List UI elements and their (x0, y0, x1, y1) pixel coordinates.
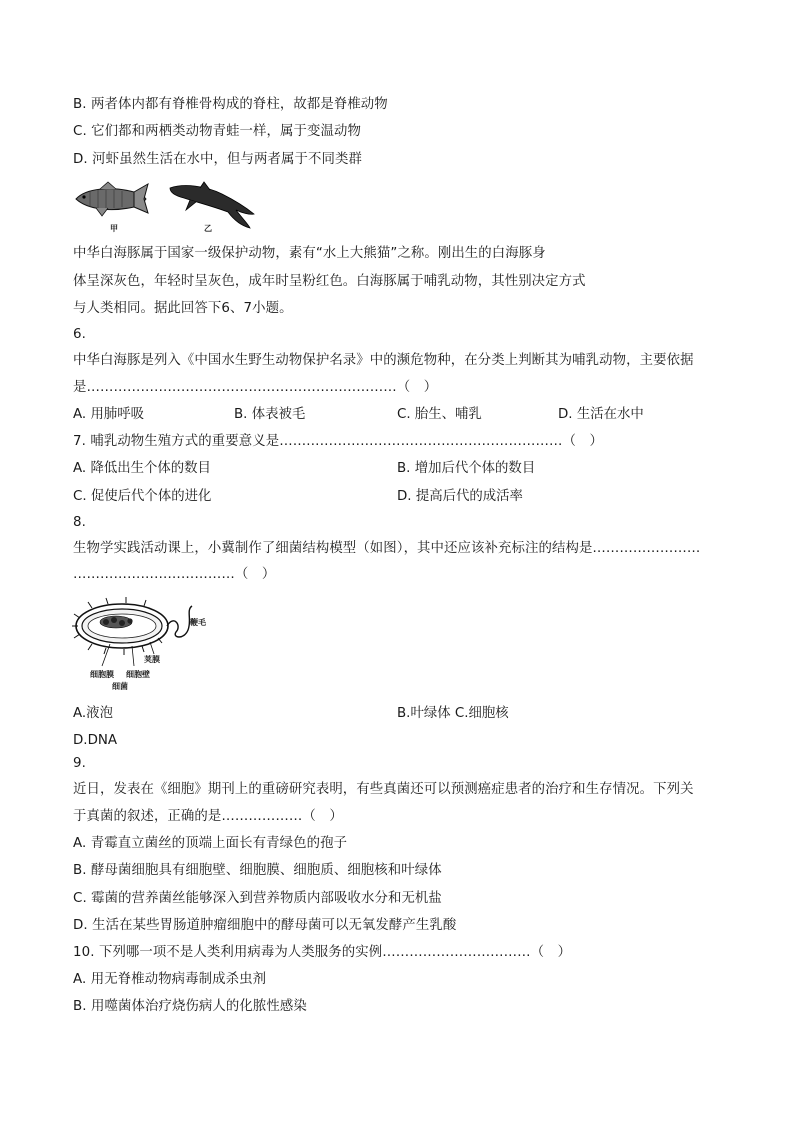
q5-option-b: B. 两者体内都有脊椎骨构成的脊柱，故都是脊椎动物 (73, 97, 388, 112)
q8-option-a: A.液泡 (73, 706, 113, 721)
q10-stem: 10. 下列哪一项不是人类利用病毒为人类服务的实例……………………………（ ） (73, 945, 572, 960)
passage-line-1: 中华白海豚属于国家一级保护动物，素有“水上大熊猫”之称。刚出生的白海豚身 (73, 246, 546, 261)
capsule-label: 荚膜 (144, 655, 160, 664)
q6-option-d: D. 生活在水中 (558, 407, 644, 422)
bacteria-caption: 细菌 (112, 682, 128, 691)
passage-line-3: 与人类相同。据此回答下6、7小题。 (73, 301, 293, 316)
q6-option-c: C. 胎生、哺乳 (397, 407, 482, 422)
q10-option-b: B. 用噬菌体治疗烧伤病人的化脓性感染 (73, 999, 307, 1014)
fish-drawing (76, 182, 148, 216)
q8-number: 8. (73, 515, 86, 530)
bacterium-body (72, 597, 168, 655)
q8-stem-line-1: 生物学实践活动课上，小冀制作了细菌结构模型（如图），其中还应该补充标注的结构是…………………… (73, 541, 701, 556)
q6-option-b: B. 体表被毛 (234, 407, 306, 422)
capsule-pointer (150, 642, 154, 654)
q9-stem-line-1: 近日，发表在《细胞》期刊上的重磅研究表明，有些真菌还可以预测癌症患者的治疗和生存情况。下列关 (73, 782, 694, 797)
q9-option-c: C. 霉菌的营养菌丝能够深入到营养物质内部吸收水分和无机盐 (73, 891, 442, 906)
q6-number: 6. (73, 327, 86, 342)
q5-option-d: D. 河虾虽然生活在水中，但与两者属于不同类群 (73, 152, 362, 167)
dolphin-drawing (170, 182, 254, 228)
q8-option-d: D.DNA (73, 733, 118, 748)
q9-option-a: A. 青霉直立菌丝的顶端上面长有青绿色的孢子 (73, 836, 348, 851)
q7-option-c: C. 促使后代个体的进化 (73, 489, 212, 504)
q7-option-b: B. 增加后代个体的数目 (397, 461, 536, 476)
q6-stem-line-2: 是……………………………………………………………（ ） (73, 380, 438, 395)
bacteria-model-figure (72, 596, 206, 696)
q9-number: 9. (73, 756, 86, 771)
q5-animals-figure (72, 180, 262, 236)
q7-option-d: D. 提高后代的成活率 (397, 489, 523, 504)
flagellum-line (167, 606, 192, 637)
flagellum-label: 鞭毛 (190, 618, 206, 627)
q7-option-a: A. 降低出生个体的数目 (73, 461, 211, 476)
bacteria-drawing (72, 596, 202, 696)
fish-and-dolphin-drawing (72, 180, 262, 236)
passage-line-2: 体呈深灰色，年轻时呈灰色，成年时呈粉红色。白海豚属于哺乳动物，其性别决定方式 (73, 274, 586, 289)
q6-option-a: A. 用肺呼吸 (73, 407, 144, 422)
fish-label: 甲 (110, 224, 118, 233)
q10-option-a: A. 用无脊椎动物病毒制成杀虫剂 (73, 972, 267, 987)
cell-wall-label: 细胞壁 (126, 670, 150, 679)
q6-stem-line-1: 中华白海豚是列入《中国水生野生动物保护名录》中的濒危物种，在分类上判断其为哺乳动物，主要依据 (73, 353, 694, 368)
cell-membrane-label: 细胞膜 (90, 670, 114, 679)
q9-option-b: B. 酵母菌细胞具有细胞壁、细胞膜、细胞质、细胞核和叶绿体 (73, 863, 442, 878)
q9-stem-line-2: 于真菌的叙述，正确的是………………（ ） (73, 809, 343, 824)
dolphin-label: 乙 (204, 224, 212, 233)
q8-option-b: B.叶绿体 C.细胞核 (397, 706, 509, 721)
q5-option-c: C. 它们都和两栖类动物青蛙一样，属于变温动物 (73, 124, 361, 139)
q9-option-d: D. 生活在某些胃肠道肿瘤细胞中的酵母菌可以无氧发酵产生乳酸 (73, 918, 457, 933)
q7-stem: 7. 哺乳动物生殖方式的重要意义是………………………………………………………（ ） (73, 434, 603, 449)
q8-stem-line-2: ………………………………（ ） (73, 567, 276, 582)
